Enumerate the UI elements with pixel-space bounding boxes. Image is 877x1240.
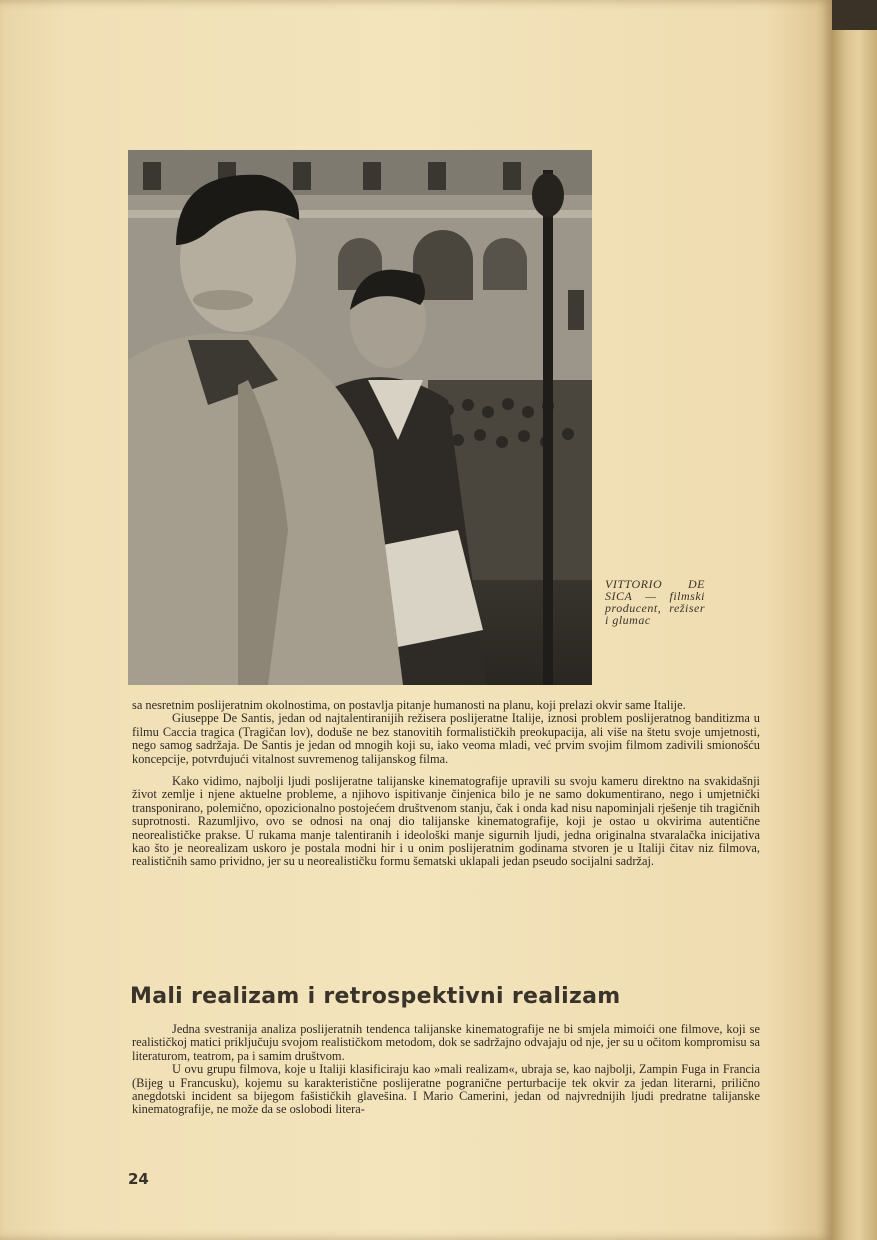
- photo-illustration: [128, 150, 592, 685]
- paragraph: Jedna svestranija analiza poslijeratnih tendenca talijanske kinematografije ne bi smjela mimoići one filmove, koji se realističkoj matici priključuju svojom realističkom metodom, dok se sadržajno odvajaju od nje, jer su u očitom kompromisu sa literaturom, teatrom, pa i samim društvom.: [132, 1022, 761, 1063]
- paragraph: Giuseppe De Santis, jedan od najtalentiranijih režisera poslijeratne Italije, iznosi problem poslijeratnog banditizma u filmu Caccia tragica (Tragičan lov), doduše ne bez stanovitih formalističkih preokupacija, ali više na štetu svoje umjetnosti, nego samog sadržaja. De Santis je jedan od mnogih koji su, iako veoma mladi, već prvim svojim filmom zadivili smionošću koncepcije, potvrđujući vitalnost suvremenog talijanskog filma.: [132, 711, 760, 766]
- paragraph: Kako vidimo, najbolji ljudi poslijeratne talijanske kinematografije upravili su svoju kameru direktno na svakidašnji život zemlje i njene aktuelne probleme, a njihovo ispitivanje činjenica bilo je ne samo dokumentirano, nego i umjetnički transponirano, polemično, opozicionalno postojećem društvenom stanju, čak i onda kad nisu napominjali rješenje tih tragičnih suprotnosti. Razumljivo, ovo se odnosi na onaj dio talijanske kinematografije, koji je ostao u okvirima autentične neorealističke prakse. U rukama manje talentiranih i ideološki manje sigurnih ljudi, jedna originalna stvaralačka inicijativa kao što je neorealizam uskoro je postala modni hir i u onim poslijeratnim godinama stvoren je u Italiji čitav niz filmova, realističnih samo prividno, jer su u neorealističku formu šematski uklapali jedan pseudo socijalni sadržaj.: [132, 774, 760, 869]
- next-page-edge: [832, 30, 877, 1240]
- article-text-top: [132, 699, 760, 869]
- photo-vittorio-de-sica: [128, 150, 592, 685]
- article-text-bottom: [132, 1023, 760, 1117]
- page-number: 24: [128, 1170, 149, 1188]
- paragraph: sa nesretnim poslijeratnim okolnostima, on postavlja pitanje humanosti na planu, koji prelazi okvir same Italije.: [132, 698, 686, 712]
- paragraph: U ovu grupu filmova, koje u Italiji klasificiraju kao »mali realizam«, ubraja se, kao najbolji, Zampin Fuga in Francia (Bijeg u Francusku), kojemu su karakteristične poslijeratne pogranične perturbacije tek okvir za jedan literarni, prilično anegdotski incident sa bijegom fašističkih glavešina. I Mario Camerini, jedan od najvrednijih ljudi predratne talijanske kinematografije, ne može da se oslobodi litera-: [132, 1062, 760, 1117]
- photo-caption: VITTORIO DE SICA — filmski producent, režiser i glumac: [605, 577, 705, 627]
- section-heading: Mali realizam i retrospektivni realizam: [130, 984, 621, 1009]
